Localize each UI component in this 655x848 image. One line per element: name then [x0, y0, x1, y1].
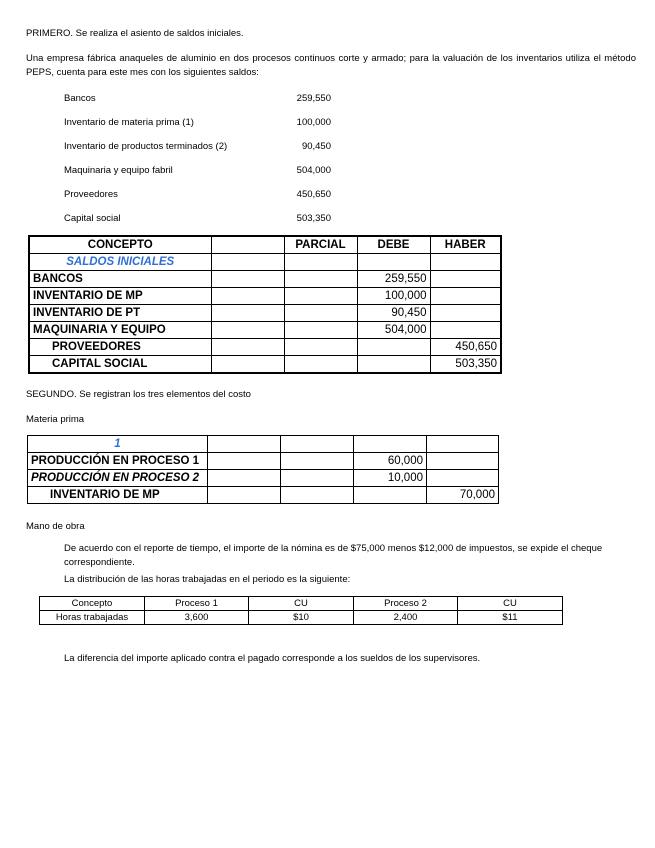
balance-name: Capital social [64, 213, 121, 224]
debe-cell: 90,450 [357, 305, 430, 322]
col-header: HABER [430, 236, 501, 254]
table-header-row [40, 597, 563, 611]
concept-cell: INVENTARIO DE MP [29, 288, 211, 305]
col-header: DEBE [357, 236, 430, 254]
cell: $10 [249, 611, 354, 625]
balance-name: Inventario de materia prima (1) [64, 117, 194, 128]
materia-prima-table [27, 435, 499, 504]
haber-cell [430, 305, 501, 322]
balance-name: Inventario de productos terminados (2) [64, 141, 228, 152]
balance-name: Bancos [64, 93, 96, 104]
table-row [40, 611, 563, 625]
concept-cell: PRODUCCIÓN EN PROCESO 2 [28, 470, 208, 487]
col-header: Concepto [40, 597, 145, 611]
col-header: Proceso 1 [145, 597, 249, 611]
debe-cell: 504,000 [357, 322, 430, 339]
debe-cell: 259,550 [357, 271, 430, 288]
entry-number: 1 [28, 436, 208, 453]
balance-name: Maquinaria y equipo fabril [64, 165, 173, 176]
balance-value: 259,550 [296, 93, 331, 104]
balance-name: Proveedores [64, 189, 118, 200]
table-row [28, 436, 499, 453]
concept-cell: BANCOS [29, 271, 211, 288]
concept-cell: PROVEEDORES [29, 339, 211, 356]
concept-cell: INVENTARIO DE MP [28, 487, 208, 504]
initial-balances-table [28, 235, 502, 374]
haber-cell: 503,350 [430, 356, 501, 374]
concept-cell: MAQUINARIA Y EQUIPO [29, 322, 211, 339]
table-row [29, 356, 501, 374]
col-header: CU [458, 597, 563, 611]
debe-cell: 10,000 [354, 470, 427, 487]
table-row [28, 453, 499, 470]
haber-cell [427, 453, 499, 470]
debe-cell: 100,000 [357, 288, 430, 305]
mano-obra-label: Mano de obra [26, 521, 85, 532]
hours-table [39, 596, 563, 625]
haber-cell: 70,000 [427, 487, 499, 504]
cell: $11 [458, 611, 563, 625]
final-note: La diferencia del importe aplicado contra el pagado corresponde a los sueldos de los supervisores. [64, 653, 481, 664]
col-header: PARCIAL [284, 236, 357, 254]
table-row [29, 254, 501, 271]
cell: 3,600 [145, 611, 249, 625]
haber-cell: 450,650 [430, 339, 501, 356]
concept-cell: INVENTARIO DE PT [29, 305, 211, 322]
col-header: CONCEPTO [29, 236, 211, 254]
haber-cell [430, 322, 501, 339]
materia-prima-label: Materia prima [26, 414, 85, 425]
haber-cell [430, 271, 501, 288]
heading-primero: PRIMERO. Se realiza el asiento de saldos iniciales. [26, 28, 244, 39]
heading-segundo: SEGUNDO. Se registran los tres elementos del costo [26, 389, 251, 400]
cell: 2,400 [354, 611, 458, 625]
balance-value: 90,450 [301, 141, 331, 152]
row-label: Horas trabajadas [40, 611, 145, 625]
balance-value: 503,350 [296, 213, 331, 224]
col-header: Proceso 2 [354, 597, 458, 611]
col-header [211, 236, 284, 254]
balance-value: 504,000 [296, 165, 331, 176]
table-header-row [29, 236, 501, 254]
balance-value: 100,000 [296, 117, 331, 128]
table-row [29, 339, 501, 356]
table-row [28, 487, 499, 504]
table-row [29, 288, 501, 305]
haber-cell [430, 288, 501, 305]
table-row [29, 271, 501, 288]
debe-cell: 60,000 [354, 453, 427, 470]
debe-cell [357, 339, 430, 356]
table-row [28, 470, 499, 487]
hours-intro: La distribución de las horas trabajadas en el periodo es la siguiente: [64, 574, 351, 585]
table-row [29, 305, 501, 322]
concept-cell: CAPITAL SOCIAL [29, 356, 211, 374]
concept-cell: PRODUCCIÓN EN PROCESO 1 [28, 453, 208, 470]
intro-paragraph: Una empresa fábrica anaqueles de aluminio en dos procesos continuos corte y armado; para la valuación de los inventarios utiliza el método PEPS, cuenta para este mes con los siguientes saldos: [26, 53, 636, 78]
col-header: CU [249, 597, 354, 611]
debe-cell [357, 356, 430, 374]
balance-value: 450,650 [296, 189, 331, 200]
debe-cell [354, 487, 427, 504]
table-row [29, 322, 501, 339]
section-subtitle: SALDOS INICIALES [29, 254, 211, 271]
mano-obra-paragraph: De acuerdo con el reporte de tiempo, el importe de la nómina es de $75,000 menos $12,000 de impuestos, se expide el cheque correspondiente. [64, 543, 603, 568]
haber-cell [427, 470, 499, 487]
